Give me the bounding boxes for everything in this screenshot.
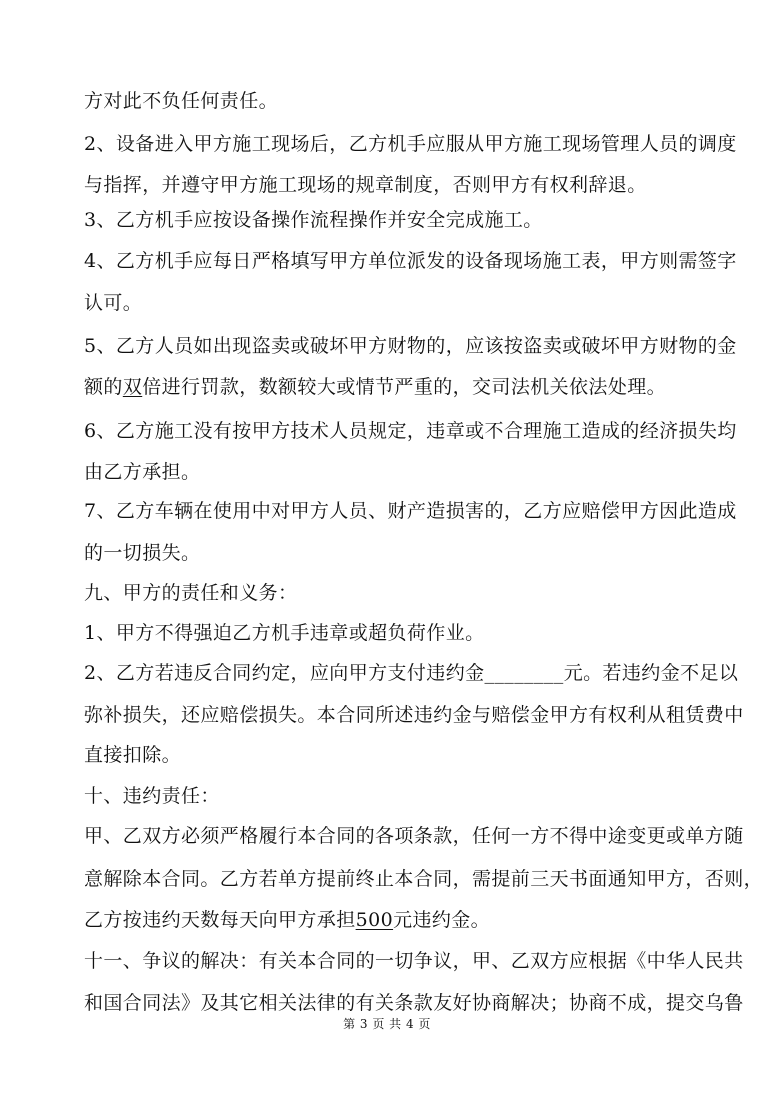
text-line: 由乙方承担。 [84,461,201,483]
text-line: 1、甲方不得强迫乙方机手违章或超负荷作业。 [84,622,485,644]
page-footer: 第 3 页 共 4 页 [343,1017,431,1031]
text-line: 和国合同法》及其它相关法律的有关条款友好协商解决；协商不成，提交乌鲁 [84,992,744,1014]
text-segment: 额的 [84,376,123,398]
text-line: 3、乙方机手应按设备操作流程操作并安全完成施工。 [84,209,543,231]
text-segment: 倍进行罚款，数额较大或情节严重的，交司法机关依法处理。 [142,376,667,398]
text-line: 6、乙方施工没有按甲方技术人员规定，违章或不合理施工造成的经济损失均 [84,420,737,442]
text-line: 弥补损失，还应赔偿损失。本合同所述违约金与赔偿金甲方有权利从租赁费中 [84,704,744,726]
text-line: 十、违约责任： [84,785,220,807]
text-line: 直接扣除。 [84,744,182,766]
text-line: 十一、争议的解决：有关本合同的一切争议，甲、乙双方应根据《中华人民共 [84,950,744,972]
text-line: 7、乙方车辆在使用中对甲方人员、财产造损害的，乙方应赔偿甲方因此造成 [84,500,737,522]
text-line: 2、乙方若违反合同约定，应向甲方支付违约金________元。若违约金不足以 [84,662,739,684]
text-line [84,374,694,400]
text-line: 的一切损失。 [84,542,201,564]
text-line: 甲、乙双方必须严格履行本合同的各项条款，任何一方不得中途变更或单方随 [84,825,744,847]
text-line: 方对此不负任何责任。 [84,90,279,112]
underlined-text: 双 [122,376,143,398]
underlined-text: 500 [355,909,394,931]
text-line: 与指挥，并遵守甲方施工现场的规章制度，否则甲方有权利辞退。 [84,174,647,196]
text-line: 2、设备进入甲方施工现场后，乙方机手应服从甲方施工现场管理人员的调度 [84,133,737,155]
text-segment: 元违约金。 [393,909,491,931]
text-line: 认可。 [84,292,143,314]
text-segment: 乙方按违约天数每天向甲方承担 [84,909,356,931]
text-line: 九、甲方的责任和义务： [84,582,298,604]
text-line: 5、乙方人员如出现盗卖或破坏甲方财物的，应该按盗卖或破坏甲方财物的金 [84,335,737,357]
text-line [84,907,694,933]
text-line: 4、乙方机手应每日严格填写甲方单位派发的设备现场施工表，甲方则需签字 [84,250,737,272]
text-line: 意解除本合同。乙方若单方提前终止本合同，需提前三天书面通知甲方，否则， [84,868,764,890]
